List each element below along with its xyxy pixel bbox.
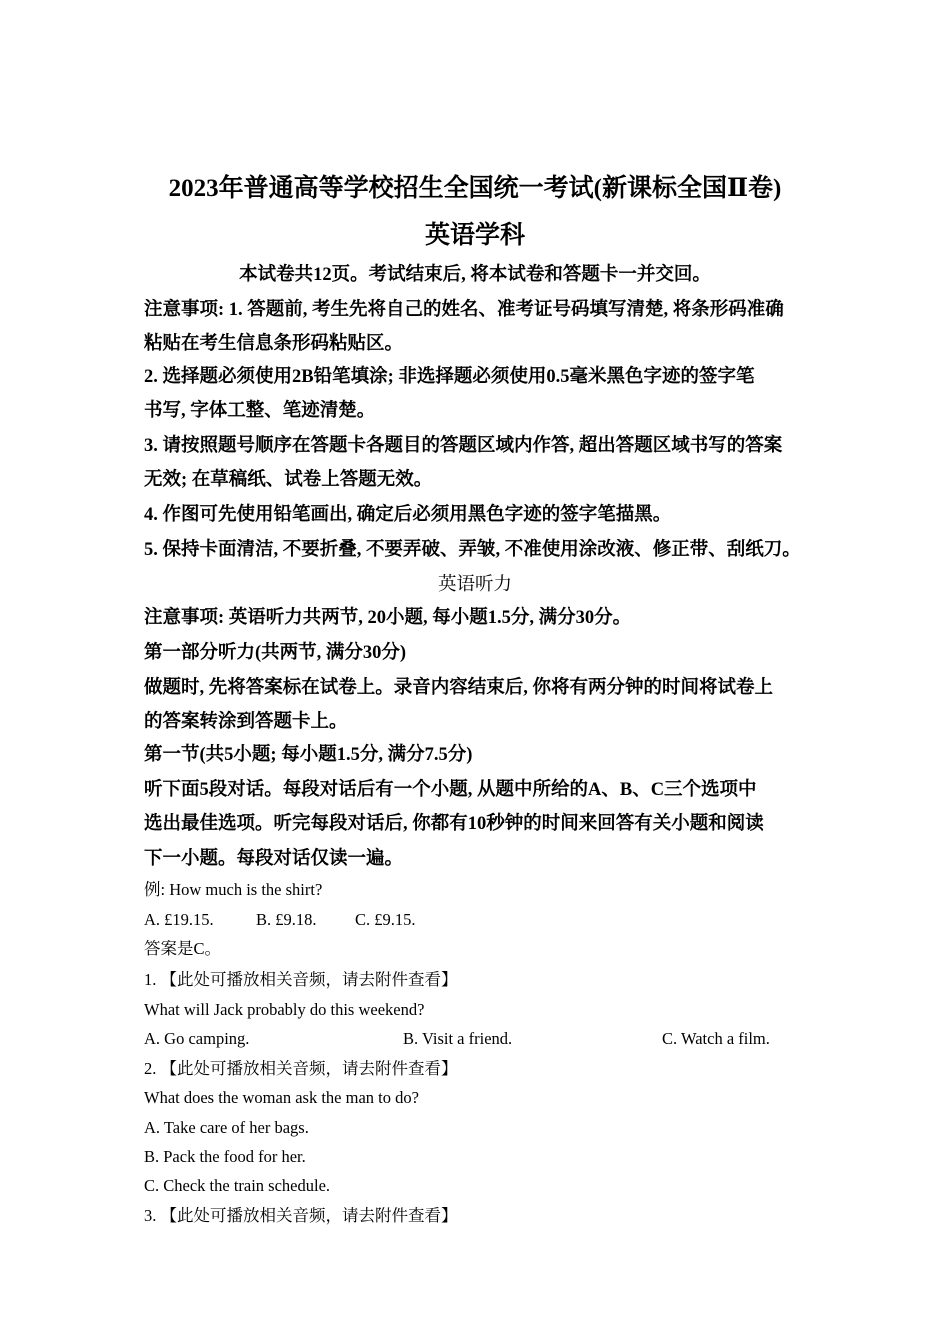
section1-heading: 第一节(共5小题; 每小题1.5分, 满分7.5分) (144, 745, 473, 765)
listening-heading: 英语听力 (437, 575, 512, 595)
note-line-5: 5. 保持卡面清洁, 不要折叠, 不要弄破、弄皱, 不准使用涂改液、修正带、刮纸刀。 (144, 540, 801, 560)
exam-intro: 本试卷共12页。考试结束后, 将本试卷和答题卡一并交回。 (239, 265, 711, 285)
example-option-b: B. £9.18. (256, 910, 317, 929)
note-line-2b: 书写, 字体工整、笔迹清楚。 (144, 401, 376, 421)
example-answer: 答案是C。 (144, 939, 222, 958)
note-line-3b: 无效; 在草稿纸、试卷上答题无效。 (144, 470, 433, 490)
example-option-a: A. £19.15. (144, 910, 214, 929)
q1-option-a: A. Go camping. (144, 1029, 250, 1048)
question-1: What will Jack probably do this weekend? (144, 1000, 425, 1019)
instruction-line-4: 选出最佳选项。听完每段对话后, 你都有10秒钟的时间来回答有关小题和阅读 (144, 814, 764, 834)
q1-option-b: B. Visit a friend. (403, 1029, 513, 1048)
note-line-3: 3. 请按照题号顺序在答题卡各题目的答题区域内作答, 超出答题区域书写的答案 (144, 436, 783, 456)
q2-option-b: B. Pack the food for her. (144, 1147, 306, 1166)
question-2: What does the woman ask the man to do? (144, 1088, 419, 1107)
exam-title: 2023年普通高等学校招生全国统一考试(新课标全国Ⅱ卷) (168, 175, 782, 202)
audio-placeholder-1[interactable]: 1. 【此处可播放相关音频，请去附件查看】 (144, 970, 458, 989)
note-line-1b: 粘贴在考生信息条形码粘贴区。 (144, 334, 404, 354)
q1-option-c: C. Watch a film. (662, 1029, 770, 1048)
audio-placeholder-3[interactable]: 3. 【此处可播放相关音频，请去附件查看】 (144, 1206, 458, 1225)
note-line-4: 4. 作图可先使用铅笔画出, 确定后必须用黑色字迹的签字笔描黑。 (144, 505, 672, 525)
subject-title: 英语学科 (424, 222, 525, 249)
listening-note: 注意事项: 英语听力共两节, 20小题, 每小题1.5分, 满分30分。 (144, 608, 632, 628)
q2-option-a: A. Take care of her bags. (144, 1118, 309, 1137)
note-line-2: 2. 选择题必须使用2B铅笔填涂; 非选择题必须使用0.5毫米黑色字迹的签字笔 (144, 367, 755, 387)
instruction-line-2: 的答案转涂到答题卡上。 (144, 712, 348, 732)
example-question: 例: How much is the shirt? (144, 880, 323, 899)
instruction-line-3: 听下面5段对话。每段对话后有一个小题, 从题中所给的A、B、C三个选项中 (144, 780, 757, 800)
example-option-c: C. £9.15. (355, 910, 416, 929)
note-line-1: 注意事项: 1. 答题前, 考生先将自己的姓名、准考证号码填写清楚, 将条形码准确 (144, 300, 784, 320)
part1-heading: 第一部分听力(共两节, 满分30分) (144, 643, 407, 663)
q2-option-c: C. Check the train schedule. (144, 1176, 331, 1195)
instruction-line-5: 下一小题。每段对话仅读一遍。 (144, 849, 404, 869)
audio-placeholder-2[interactable]: 2. 【此处可播放相关音频，请去附件查看】 (144, 1059, 458, 1078)
instruction-line-1: 做题时, 先将答案标在试卷上。录音内容结束后, 你将有两分钟的时间将试卷上 (144, 678, 774, 698)
